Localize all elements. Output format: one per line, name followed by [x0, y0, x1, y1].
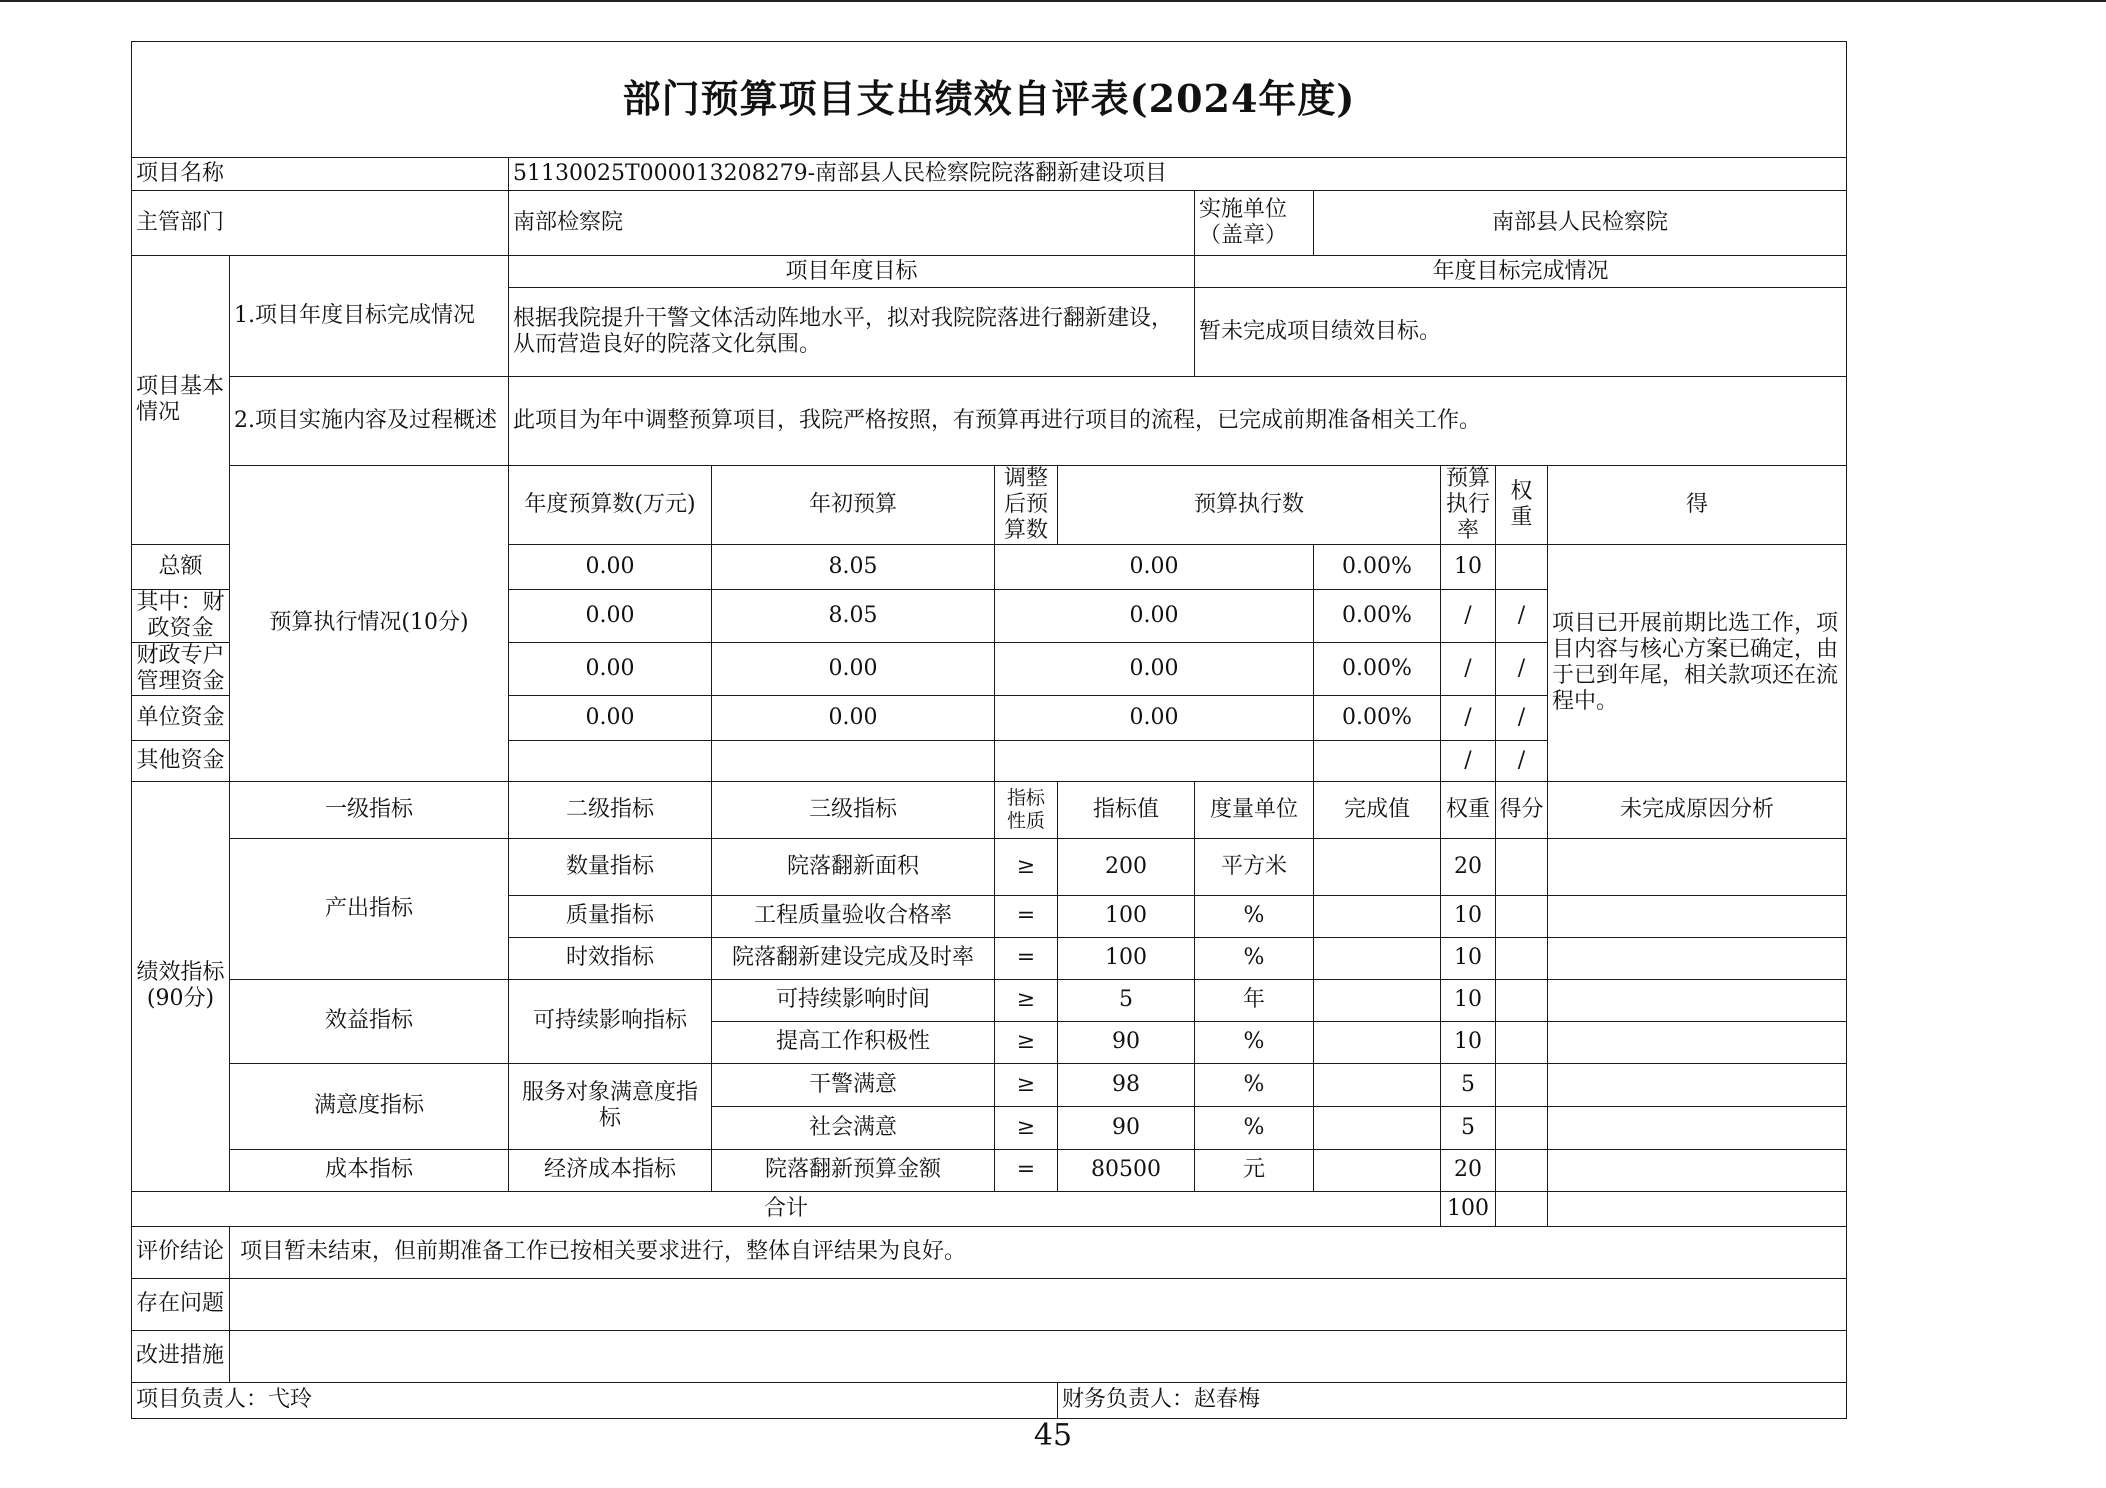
conclusion-label: 评价结论 [132, 1226, 230, 1278]
perf-row-actual [1314, 1149, 1441, 1191]
perf-row-weight: 20 [1441, 1149, 1496, 1191]
conclusion-value: 项目暂未结束，但前期准备工作已按相关要求进行，整体自评结果为良好。 [230, 1226, 1847, 1278]
lvl2-economic: 经济成本指标 [509, 1149, 712, 1191]
budget-row-adjusted: 0.00 [712, 695, 995, 740]
group-cost: 成本指标 [230, 1149, 509, 1191]
perf-row-weight: 10 [1441, 1021, 1496, 1063]
perf-row-actual [1314, 1063, 1441, 1106]
basic-section-label: 项目基本情况 [132, 256, 230, 545]
budget-row-label: 其中：财政资金 [132, 589, 230, 642]
perf-row-value: 80500 [1058, 1149, 1195, 1191]
budget-row-initial [509, 740, 712, 781]
perf-row-weight: 5 [1441, 1106, 1496, 1149]
page-title: 部门预算项目支出绩效自评表(2024年度) [132, 42, 1847, 158]
basic-row1-status: 暂未完成项目绩效目标。 [1195, 288, 1847, 377]
perf-row-unit: % [1195, 937, 1314, 979]
perf-row-weight: 20 [1441, 838, 1496, 895]
perf-header-lvl3: 三级指标 [712, 781, 995, 838]
perf-row-nature: ≥ [995, 979, 1058, 1021]
budget-row-label: 其他资金 [132, 740, 230, 781]
budget-row-weight: / [1441, 740, 1496, 781]
budget-section-label: 预算执行情况(10分) [230, 466, 509, 782]
budget-row-label: 单位资金 [132, 695, 230, 740]
perf-header-actual: 完成值 [1314, 781, 1441, 838]
perf-header-analysis: 未完成原因分析 [1548, 781, 1847, 838]
finance-lead: 财务负责人：赵春梅 [1058, 1382, 1847, 1418]
perf-row-lvl3: 提高工作积极性 [712, 1021, 995, 1063]
basic-row1-label: 1.项目年度目标完成情况 [230, 256, 509, 377]
perf-row-score [1496, 895, 1548, 937]
perf-row-analysis [1548, 1021, 1847, 1063]
budget-row-executed: 0.00 [995, 589, 1314, 642]
impl-unit-value: 南部县人民检察院 [1314, 191, 1847, 256]
budget-row-rate: 0.00% [1314, 695, 1441, 740]
col-target-header: 项目年度目标 [509, 256, 1195, 288]
perf-row-analysis [1548, 895, 1847, 937]
perf-row-analysis [1548, 1063, 1847, 1106]
perf-row-score [1496, 979, 1548, 1021]
total-weight: 100 [1441, 1191, 1496, 1226]
perf-row-weight: 10 [1441, 895, 1496, 937]
budget-row-weight: / [1441, 695, 1496, 740]
perf-row-unit: % [1195, 895, 1314, 937]
perf-header-weight: 权重 [1441, 781, 1496, 838]
perf-row-value: 90 [1058, 1106, 1195, 1149]
group-benefit: 效益指标 [230, 979, 509, 1063]
project-lead: 项目负责人：弋玲 [132, 1382, 1058, 1418]
perf-row-nature: = [995, 937, 1058, 979]
perf-row-analysis [1548, 979, 1847, 1021]
budget-row-weight: 10 [1441, 544, 1496, 589]
budget-header-score: 得 [1548, 466, 1847, 545]
basic-row2-text: 此项目为年中调整预算项目，我院严格按照，有预算再进行项目的流程，已完成前期准备相关工作。 [509, 377, 1847, 466]
lvl2-timeliness: 时效指标 [509, 937, 712, 979]
perf-row-lvl3: 社会满意 [712, 1106, 995, 1149]
lvl2-quantity: 数量指标 [509, 838, 712, 895]
col-status-header: 年度目标完成情况 [1195, 256, 1847, 288]
perf-row-lvl3: 可持续影响时间 [712, 979, 995, 1021]
perf-row-value: 200 [1058, 838, 1195, 895]
perf-row-nature: = [995, 1149, 1058, 1191]
perf-row-lvl3: 院落翻新预算金额 [712, 1149, 995, 1191]
perf-row-actual [1314, 1021, 1441, 1063]
perf-row-lvl3: 院落翻新建设完成及时率 [712, 937, 995, 979]
basic-row1-target: 根据我院提升干警文体活动阵地水平，拟对我院院落进行翻新建设，从而营造良好的院落文化氛围。 [509, 288, 1195, 377]
top-border-line [0, 0, 2106, 2]
budget-header-rate: 预算执行率 [1441, 466, 1496, 545]
dept-label: 主管部门 [132, 191, 509, 256]
perf-row-value: 90 [1058, 1021, 1195, 1063]
perf-row-unit: 平方米 [1195, 838, 1314, 895]
group-satisfaction: 满意度指标 [230, 1063, 509, 1149]
budget-row-score: / [1496, 695, 1548, 740]
budget-row-score [1496, 544, 1548, 589]
budget-row-rate [1314, 740, 1441, 781]
perf-row-value: 5 [1058, 979, 1195, 1021]
perf-row-weight: 10 [1441, 979, 1496, 1021]
perf-row-value: 98 [1058, 1063, 1195, 1106]
perf-header-value: 指标值 [1058, 781, 1195, 838]
budget-row-weight: / [1441, 589, 1496, 642]
perf-header-lvl1: 一级指标 [230, 781, 509, 838]
perf-row-unit: 元 [1195, 1149, 1314, 1191]
perf-row-unit: % [1195, 1106, 1314, 1149]
perf-row-nature: ≥ [995, 1063, 1058, 1106]
lvl2-sustainable: 可持续影响指标 [509, 979, 712, 1063]
budget-row-adjusted: 8.05 [712, 544, 995, 589]
budget-row-adjusted [712, 740, 995, 781]
basic-row2-label: 2.项目实施内容及过程概述 [230, 377, 509, 466]
perf-header-nature: 指标性质 [995, 781, 1058, 838]
perf-row-weight: 10 [1441, 937, 1496, 979]
perf-row-lvl3: 干警满意 [712, 1063, 995, 1106]
perf-row-lvl3: 院落翻新面积 [712, 838, 995, 895]
perf-header-unit: 度量单位 [1195, 781, 1314, 838]
budget-row-label: 总额 [132, 544, 230, 589]
measures-label: 改进措施 [132, 1330, 230, 1382]
perf-row-lvl3: 工程质量验收合格率 [712, 895, 995, 937]
budget-header-executed: 预算执行数 [1058, 466, 1441, 545]
perf-row-nature: = [995, 895, 1058, 937]
budget-row-executed: 0.00 [995, 544, 1314, 589]
project-name-value: 51130025T000013208279-南部县人民检察院院落翻新建设项目 [509, 158, 1847, 191]
perf-row-score [1496, 1106, 1548, 1149]
total-label: 合计 [132, 1191, 1441, 1226]
perf-row-score [1496, 838, 1548, 895]
budget-row-executed: 0.00 [995, 642, 1314, 695]
perf-section-label: 绩效指标(90分) [132, 781, 230, 1191]
perf-row-unit: % [1195, 1063, 1314, 1106]
dept-value: 南部检察院 [509, 191, 1195, 256]
budget-row-score: / [1496, 740, 1548, 781]
lvl2-service: 服务对象满意度指标 [509, 1063, 712, 1149]
perf-header-lvl2: 二级指标 [509, 781, 712, 838]
perf-row-unit: 年 [1195, 979, 1314, 1021]
perf-row-score [1496, 1021, 1548, 1063]
perf-row-actual [1314, 895, 1441, 937]
page-number: 45 [1033, 1418, 1073, 1453]
lvl2-quality: 质量指标 [509, 895, 712, 937]
budget-row-score: / [1496, 642, 1548, 695]
perf-row-nature: ≥ [995, 1106, 1058, 1149]
budget-row-initial: 0.00 [509, 544, 712, 589]
budget-row-initial: 0.00 [509, 589, 712, 642]
perf-row-actual [1314, 838, 1441, 895]
budget-row-rate: 0.00% [1314, 589, 1441, 642]
perf-row-unit: % [1195, 1021, 1314, 1063]
perf-row-analysis [1548, 838, 1847, 895]
perf-row-weight: 5 [1441, 1063, 1496, 1106]
budget-reason: 项目已开展前期比选工作，项目内容与核心方案已确定，由于已到年尾，相关款项还在流程中。 [1548, 544, 1847, 781]
impl-unit-label: 实施单位（盖章） [1195, 191, 1314, 256]
perf-row-score [1496, 1063, 1548, 1106]
perf-row-analysis [1548, 937, 1847, 979]
project-name-label: 项目名称 [132, 158, 509, 191]
perf-row-score [1496, 937, 1548, 979]
budget-row-initial: 0.00 [509, 695, 712, 740]
group-output: 产出指标 [230, 838, 509, 979]
budget-row-label: 财政专户管理资金 [132, 642, 230, 695]
perf-row-value: 100 [1058, 937, 1195, 979]
budget-row-rate: 0.00% [1314, 642, 1441, 695]
perf-header-score: 得分 [1496, 781, 1548, 838]
budget-row-executed [995, 740, 1314, 781]
budget-row-rate: 0.00% [1314, 544, 1441, 589]
budget-row-weight: / [1441, 642, 1496, 695]
budget-header-amount: 年度预算数(万元) [509, 466, 712, 545]
perf-row-score [1496, 1149, 1548, 1191]
perf-row-nature: ≥ [995, 838, 1058, 895]
budget-row-adjusted: 8.05 [712, 589, 995, 642]
budget-header-initial: 年初预算 [712, 466, 995, 545]
perf-row-value: 100 [1058, 895, 1195, 937]
total-analysis [1548, 1191, 1847, 1226]
total-score [1496, 1191, 1548, 1226]
budget-row-executed: 0.00 [995, 695, 1314, 740]
performance-self-evaluation-table [131, 41, 1847, 1419]
budget-row-score: / [1496, 589, 1548, 642]
budget-header-weight: 权重 [1496, 466, 1548, 545]
perf-row-actual [1314, 937, 1441, 979]
perf-row-actual [1314, 1106, 1441, 1149]
perf-row-analysis [1548, 1149, 1847, 1191]
measures-value [230, 1330, 1847, 1382]
budget-row-adjusted: 0.00 [712, 642, 995, 695]
perf-row-analysis [1548, 1106, 1847, 1149]
issues-value [230, 1278, 1847, 1330]
budget-row-initial: 0.00 [509, 642, 712, 695]
perf-row-nature: ≥ [995, 1021, 1058, 1063]
budget-header-adjusted: 调整后预算数 [995, 466, 1058, 545]
perf-row-actual [1314, 979, 1441, 1021]
issues-label: 存在问题 [132, 1278, 230, 1330]
